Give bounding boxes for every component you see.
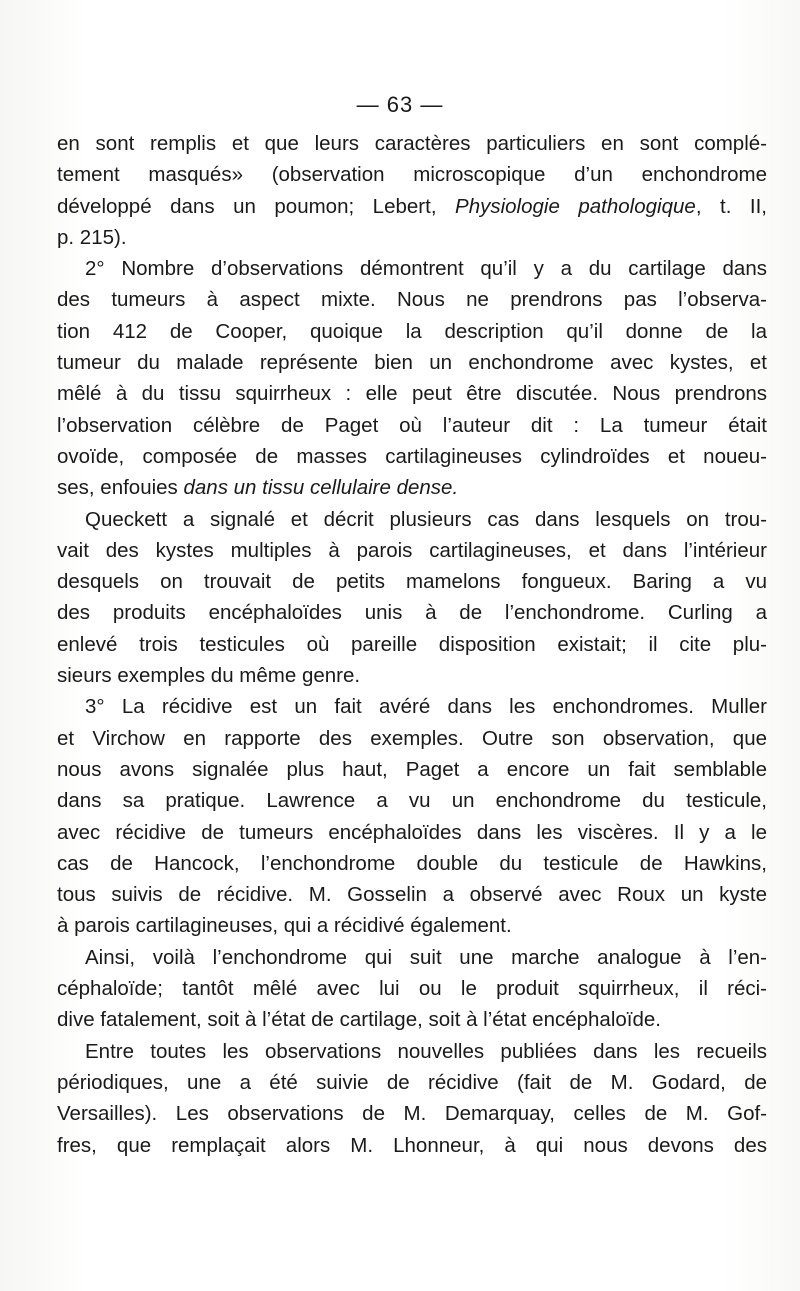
text-line xyxy=(57,723,767,754)
text-line xyxy=(57,848,767,879)
text-segment: dive fatalement, soit à l’état de cartilage, soit à l’état encéphaloïde. xyxy=(57,1008,661,1032)
text-segment: sieurs exemples du même genre. xyxy=(57,664,361,688)
text-segment: en sont remplis et que leurs caractères particuliers en sont complé- xyxy=(57,132,767,155)
text-segment: tion 412 de Cooper, quoique la description qu’il donne de la xyxy=(57,319,767,343)
text-line xyxy=(57,910,767,941)
text-segment: périodiques, une a été suivie de récidive (fait de M. Godard, de xyxy=(57,1070,767,1094)
text-segment: enlevé trois testicules où pareille disposition existait; il cite plu- xyxy=(57,632,767,656)
text-line xyxy=(57,347,767,378)
text-line xyxy=(57,754,767,785)
text-segment: développé dans un poumon; Lebert, xyxy=(57,194,456,218)
text-segment: Entre toutes les observations nouvelles publiées dans les recueils xyxy=(85,1039,767,1063)
text-segment: l’observation célèbre de Paget où l’auteur dit : La tumeur était xyxy=(57,413,767,437)
text-line xyxy=(57,128,767,159)
text-line xyxy=(57,504,767,535)
text-segment: 2° Nombre d’observations démontrent qu’il y a du cartilage dans xyxy=(85,257,767,281)
text-line xyxy=(57,785,767,816)
text-line xyxy=(57,1098,767,1129)
text-line xyxy=(57,942,767,973)
text-line xyxy=(57,691,767,722)
text-line xyxy=(57,472,767,503)
italic-text: dans un tissu cellulaire dense. xyxy=(183,476,459,500)
text-segment: desquels on trouvait de petits mamelons fongueux. Baring a vu xyxy=(57,570,767,594)
text-segment: tous suivis de récidive. M. Gosselin a observé avec Roux un kyste xyxy=(57,883,767,907)
text-line xyxy=(57,973,767,1004)
text-line xyxy=(57,316,767,347)
text-segment: tumeur du malade représente bien un enchondrome avec kystes, et xyxy=(57,351,767,375)
text-segment: des tumeurs à aspect mixte. Nous ne prendrons pas l’observa- xyxy=(57,288,767,312)
text-line xyxy=(57,284,767,315)
text-line xyxy=(57,817,767,848)
text-segment: ovoïde, composée de masses cartilagineuses cylindroïdes et noueu- xyxy=(57,444,767,468)
text-line xyxy=(57,1130,767,1161)
text-segment: mêlé à du tissu squirrheux : elle peut être discutée. Nous prendrons xyxy=(57,382,767,406)
text-segment: ses, enfouies xyxy=(57,476,184,500)
text-segment: 3° La récidive est un fait avéré dans les enchondromes. Muller xyxy=(85,695,767,719)
text-line xyxy=(57,660,767,691)
text-line xyxy=(57,535,767,566)
text-segment: cas de Hancock, l’enchondrome double du testicule de Hawkins, xyxy=(57,851,767,875)
text-line xyxy=(57,629,767,660)
text-segment: vait des kystes multiples à parois cartilagineuses, et dans l’intérieur xyxy=(57,538,767,562)
text-line xyxy=(57,222,767,253)
text-line xyxy=(57,253,767,284)
text-segment: Versailles). Les observations de M. Demarquay, celles de M. Gof- xyxy=(57,1102,767,1126)
text-segment: céphaloïde; tantôt mêlé avec lui ou le produit squirrheux, il réci- xyxy=(57,977,767,1001)
text-segment: , t. II, xyxy=(695,194,767,218)
text-line xyxy=(57,159,767,190)
text-line xyxy=(57,378,767,409)
text-line xyxy=(57,1036,767,1067)
page-number: — 63 — xyxy=(356,92,444,117)
text-segment: avec récidive de tumeurs encéphaloïdes dans les viscères. Il y a le xyxy=(57,820,767,844)
text-line xyxy=(57,410,767,441)
text-segment: des produits encéphaloïdes unis à de l’enchondrome. Curling a xyxy=(57,601,767,625)
text-line xyxy=(57,879,767,910)
text-line xyxy=(57,441,767,472)
text-segment: et Virchow en rapporte des exemples. Outre son observation, que xyxy=(57,726,767,750)
text-line xyxy=(57,191,767,222)
body-text xyxy=(57,128,767,1161)
text-segment: dans sa pratique. Lawrence a vu un enchondrome du testicule, xyxy=(57,789,767,813)
text-line xyxy=(57,597,767,628)
text-segment: Queckett a signalé et décrit plusieurs cas dans lesquels on trou- xyxy=(85,507,767,531)
text-segment: tement masqués» (observation microscopique d’un enchondrome xyxy=(57,163,767,187)
text-segment: fres, que remplaçait alors M. Lhonneur, à qui nous devons des xyxy=(57,1133,767,1157)
text-line xyxy=(57,1067,767,1098)
italic-text: Physiologie pathologique xyxy=(455,194,696,218)
text-segment: Ainsi, voilà l’enchondrome qui suit une marche analogue à l’en- xyxy=(85,945,767,969)
text-segment: nous avons signalée plus haut, Paget a encore un fait semblable xyxy=(57,757,767,781)
text-line xyxy=(57,1004,767,1035)
text-segment: à parois cartilagineuses, qui a récidivé également. xyxy=(57,914,512,938)
text-line xyxy=(57,566,767,597)
text-segment: p. 215). xyxy=(57,225,127,249)
